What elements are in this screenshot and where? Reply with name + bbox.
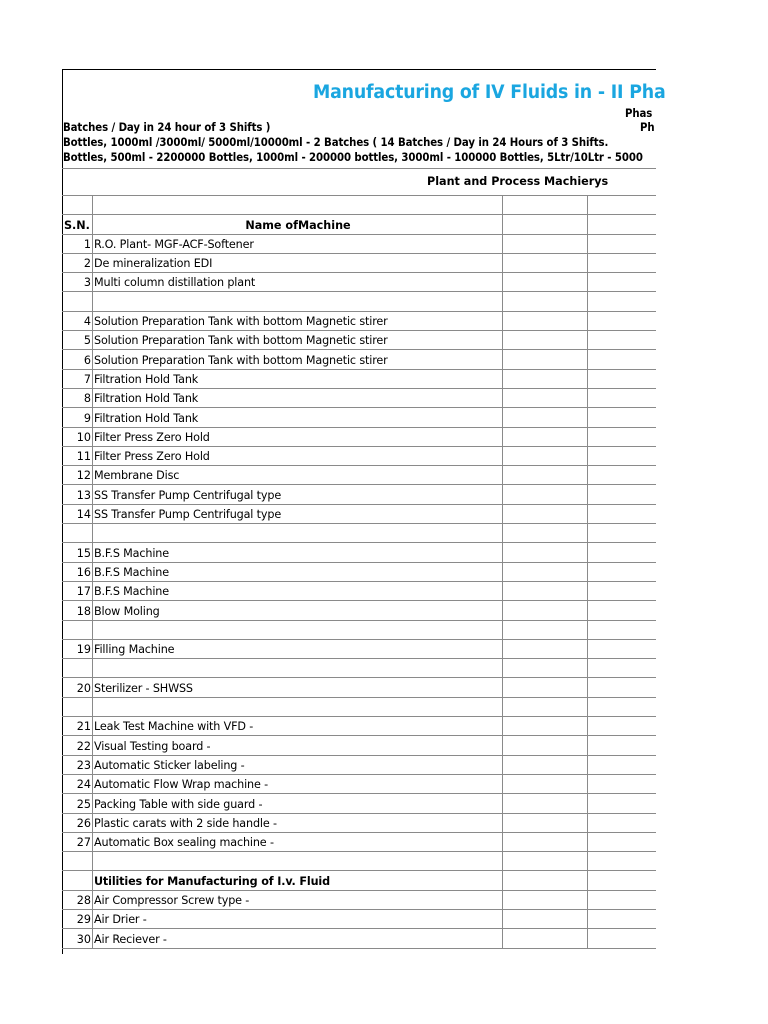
- row-sn: 22: [63, 736, 93, 755]
- row-machine-name: Filtration Hold Tank: [93, 408, 503, 427]
- table-row: [63, 446, 657, 465]
- row-sn: 2: [63, 253, 93, 272]
- row-machine-name: Filtration Hold Tank: [93, 388, 503, 407]
- row-sn: [63, 871, 93, 890]
- row-sn: 25: [63, 794, 93, 813]
- row-sn: 28: [63, 890, 93, 909]
- table-row: [63, 350, 657, 369]
- row-cell: [588, 659, 657, 678]
- table-row: [63, 504, 657, 523]
- blank-row: [63, 620, 657, 639]
- table-row: [63, 832, 657, 851]
- row-cell: [588, 292, 657, 311]
- row-sn: [63, 852, 93, 871]
- row-sn: 5: [63, 331, 93, 350]
- row-machine-name: SS Transfer Pump Centrifugal type: [93, 504, 503, 523]
- row-cell: [588, 832, 657, 851]
- table-row: [63, 678, 657, 697]
- blank-row: [63, 659, 657, 678]
- row-sn: 11: [63, 446, 93, 465]
- table-row: [63, 388, 657, 407]
- row-machine-name: Leak Test Machine with VFD -: [93, 717, 503, 736]
- row-cell: [588, 620, 657, 639]
- row-cell: [503, 311, 588, 330]
- row-cell: [503, 524, 588, 543]
- row-cell: [503, 909, 588, 928]
- blank-row: [63, 292, 657, 311]
- row-cell: [588, 813, 657, 832]
- machine-table-wrap: [62, 168, 656, 949]
- header-line-1: Batches / Day in 24 hour of 3 Shifts ): [63, 121, 271, 134]
- table-row: [63, 408, 657, 427]
- row-sn: [63, 292, 93, 311]
- row-cell: [588, 601, 657, 620]
- row-machine-name: Solution Preparation Tank with bottom Magnetic stirer: [93, 331, 503, 350]
- row-sn: 10: [63, 427, 93, 446]
- row-cell: [588, 639, 657, 658]
- blank-row: [63, 524, 657, 543]
- row-machine-name: B.F.S Machine: [93, 581, 503, 600]
- table-row: [63, 581, 657, 600]
- row-machine-name: Automatic Box sealing machine -: [93, 832, 503, 851]
- table-row: [63, 369, 657, 388]
- row-cell: [588, 253, 657, 272]
- row-machine-name: B.F.S Machine: [93, 543, 503, 562]
- row-sn: 6: [63, 350, 93, 369]
- row-cell: [503, 794, 588, 813]
- row-cell: [503, 253, 588, 272]
- table-row: [63, 273, 657, 292]
- table-row: [63, 253, 657, 272]
- row-cell: [503, 620, 588, 639]
- row-cell: [503, 601, 588, 620]
- row-cell: [588, 562, 657, 581]
- row-machine-name: Air Compressor Screw type -: [93, 890, 503, 909]
- row-cell: [588, 273, 657, 292]
- column-header-row: [63, 215, 657, 234]
- row-machine-name: Filling Machine: [93, 639, 503, 658]
- header-lines: [62, 100, 656, 170]
- row-cell: [588, 466, 657, 485]
- row-cell: [503, 273, 588, 292]
- row-sn: 23: [63, 755, 93, 774]
- row-cell: [588, 909, 657, 928]
- row-machine-name: SS Transfer Pump Centrifugal type: [93, 485, 503, 504]
- row-machine-name: Air Drier -: [93, 909, 503, 928]
- row-cell: [588, 331, 657, 350]
- row-cell: [588, 717, 657, 736]
- row-sn: 1: [63, 234, 93, 253]
- row-cell: [503, 350, 588, 369]
- row-cell: [588, 871, 657, 890]
- row-cell: [503, 446, 588, 465]
- row-machine-name: Visual Testing board -: [93, 736, 503, 755]
- table-row: [63, 234, 657, 253]
- row-machine-name: Blow Moling: [93, 601, 503, 620]
- row-machine-name: Filter Press Zero Hold: [93, 446, 503, 465]
- row-cell: [588, 543, 657, 562]
- row-cell: [503, 369, 588, 388]
- table-row: [63, 755, 657, 774]
- row-machine-name: Automatic Sticker labeling -: [93, 755, 503, 774]
- row-sn: 8: [63, 388, 93, 407]
- row-sn: 21: [63, 717, 93, 736]
- table-row: [63, 717, 657, 736]
- row-cell: [503, 388, 588, 407]
- row-machine-name: De mineralization EDI: [93, 253, 503, 272]
- row-machine-name: Utilities for Manufacturing of I.v. Fluid: [93, 871, 503, 890]
- row-cell: [503, 234, 588, 253]
- row-cell: [588, 408, 657, 427]
- row-cell: [588, 311, 657, 330]
- phase-label-1: Phas: [625, 107, 653, 120]
- header-line-2: Bottles, 1000ml /3000ml/ 5000ml/10000ml - 2 Batches ( 14 Batches / Day in 24 Hours of 3 Shifts.: [63, 136, 609, 149]
- row-cell: [588, 581, 657, 600]
- row-cell: [588, 852, 657, 871]
- section-heading-row: [63, 169, 657, 196]
- row-sn: 24: [63, 774, 93, 793]
- document-title: Manufacturing of IV Fluids in - II Pha: [313, 82, 666, 103]
- row-machine-name: Filter Press Zero Hold: [93, 427, 503, 446]
- row-machine-name: Plastic carats with 2 side handle -: [93, 813, 503, 832]
- table-row: [63, 639, 657, 658]
- row-cell: [503, 697, 588, 716]
- row-machine-name: [93, 697, 503, 716]
- row-cell: [503, 639, 588, 658]
- table-row: [63, 736, 657, 755]
- row-machine-name: Multi column distillation plant: [93, 273, 503, 292]
- row-sn: 12: [63, 466, 93, 485]
- row-cell: [588, 350, 657, 369]
- row-cell: [588, 504, 657, 523]
- row-cell: [588, 678, 657, 697]
- row-machine-name: [93, 620, 503, 639]
- row-cell: [588, 755, 657, 774]
- table-row: [63, 331, 657, 350]
- row-machine-name: Solution Preparation Tank with bottom Magnetic stirer: [93, 350, 503, 369]
- row-machine-name: Solution Preparation Tank with bottom Magnetic stirer: [93, 311, 503, 330]
- row-sn: 14: [63, 504, 93, 523]
- row-machine-name: [93, 852, 503, 871]
- table-row: [63, 311, 657, 330]
- row-cell: [503, 871, 588, 890]
- row-machine-name: [93, 292, 503, 311]
- row-cell: [588, 890, 657, 909]
- row-cell: [503, 504, 588, 523]
- row-cell: [588, 524, 657, 543]
- table-row: [63, 813, 657, 832]
- row-sn: 7: [63, 369, 93, 388]
- row-machine-name: [93, 659, 503, 678]
- row-cell: [503, 562, 588, 581]
- row-cell: [503, 755, 588, 774]
- row-machine-name: Filtration Hold Tank: [93, 369, 503, 388]
- row-machine-name: R.O. Plant- MGF-ACF-Softener: [93, 234, 503, 253]
- col-header-sn: S.N.: [63, 215, 93, 234]
- row-sn: 26: [63, 813, 93, 832]
- row-cell: [503, 832, 588, 851]
- row-cell: [503, 929, 588, 948]
- row-sn: 15: [63, 543, 93, 562]
- sheet-top-border: [62, 69, 656, 70]
- table-row: [63, 774, 657, 793]
- blank-row: [63, 196, 657, 215]
- phase-label-2: Ph: [640, 121, 655, 134]
- row-machine-name: B.F.S Machine: [93, 562, 503, 581]
- row-cell: [503, 852, 588, 871]
- row-machine-name: [93, 524, 503, 543]
- row-cell: [503, 543, 588, 562]
- machine-table: [62, 168, 656, 949]
- row-sn: 20: [63, 678, 93, 697]
- row-cell: [588, 388, 657, 407]
- table-row: [63, 427, 657, 446]
- table-row: [63, 562, 657, 581]
- row-machine-name: Membrane Disc: [93, 466, 503, 485]
- table-row: [63, 871, 657, 890]
- row-sn: 18: [63, 601, 93, 620]
- row-cell: [503, 890, 588, 909]
- row-cell: [503, 292, 588, 311]
- row-sn: 4: [63, 311, 93, 330]
- row-cell: [588, 427, 657, 446]
- table-row: [63, 601, 657, 620]
- row-sn: 29: [63, 909, 93, 928]
- row-sn: [63, 620, 93, 639]
- row-cell: [503, 466, 588, 485]
- row-cell: [588, 234, 657, 253]
- row-machine-name: Automatic Flow Wrap machine -: [93, 774, 503, 793]
- row-sn: 27: [63, 832, 93, 851]
- row-cell: [503, 736, 588, 755]
- row-cell: [588, 736, 657, 755]
- table-row: [63, 909, 657, 928]
- row-machine-name: Packing Table with side guard -: [93, 794, 503, 813]
- row-sn: [63, 659, 93, 678]
- row-sn: 17: [63, 581, 93, 600]
- row-sn: 30: [63, 929, 93, 948]
- table-row: [63, 485, 657, 504]
- row-cell: [503, 659, 588, 678]
- row-cell: [588, 794, 657, 813]
- row-sn: [63, 697, 93, 716]
- row-cell: [588, 485, 657, 504]
- row-cell: [588, 774, 657, 793]
- section-heading: Plant and Process Machierys: [63, 169, 657, 196]
- row-cell: [503, 485, 588, 504]
- col-header-name: Name ofMachine: [93, 215, 503, 234]
- header-line-3: Bottles, 500ml - 2200000 Bottles, 1000ml - 200000 bottles, 3000ml - 100000 Bottles, 5Ltr/10Ltr - 5000: [63, 151, 643, 164]
- row-cell: [588, 369, 657, 388]
- row-cell: [503, 408, 588, 427]
- row-sn: [63, 524, 93, 543]
- table-row: [63, 890, 657, 909]
- table-row: [63, 543, 657, 562]
- blank-row: [63, 697, 657, 716]
- row-sn: 9: [63, 408, 93, 427]
- table-row: [63, 466, 657, 485]
- row-machine-name: Air Reciever -: [93, 929, 503, 948]
- row-machine-name: Sterilizer - SHWSS: [93, 678, 503, 697]
- table-row: [63, 929, 657, 948]
- row-cell: [588, 446, 657, 465]
- row-cell: [503, 774, 588, 793]
- row-cell: [503, 678, 588, 697]
- row-cell: [588, 697, 657, 716]
- row-cell: [503, 331, 588, 350]
- blank-row: [63, 852, 657, 871]
- row-cell: [503, 813, 588, 832]
- row-sn: 3: [63, 273, 93, 292]
- row-sn: 19: [63, 639, 93, 658]
- row-sn: 13: [63, 485, 93, 504]
- row-cell: [503, 581, 588, 600]
- row-cell: [503, 717, 588, 736]
- row-cell: [503, 427, 588, 446]
- table-row: [63, 794, 657, 813]
- row-cell: [588, 929, 657, 948]
- row-sn: 16: [63, 562, 93, 581]
